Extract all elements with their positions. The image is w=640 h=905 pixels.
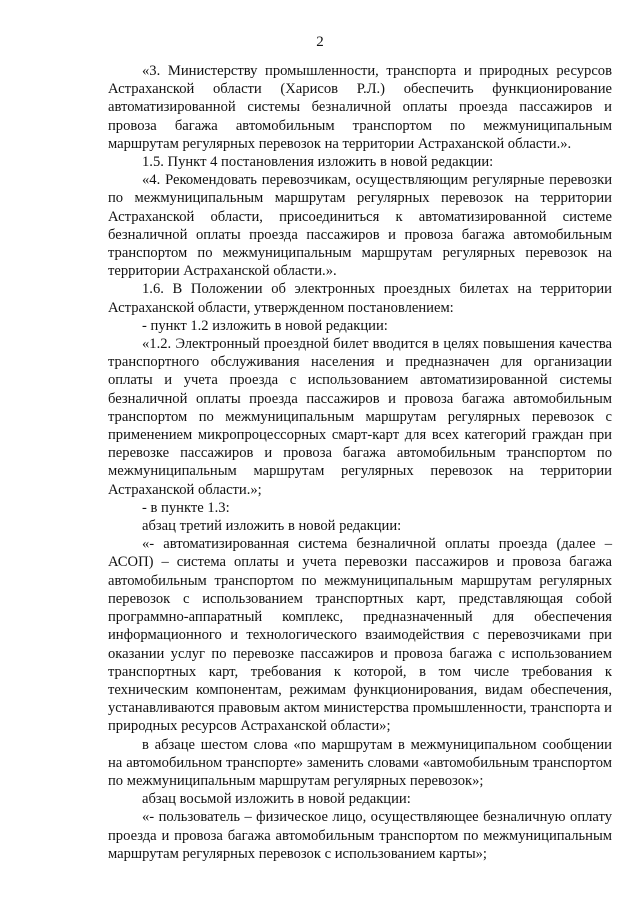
paragraph-eighth-subparagraph: абзац восьмой изложить в новой редакции: [142, 791, 411, 808]
paragraph-third-subparagraph: абзац третий изложить в новой редакции: [142, 518, 402, 535]
paragraph-item-3-amendment: «3. Министерству промышленности, транспорта и природных ресурсов Астраханской области (Харисов Р.Л.) обеспечить функционирование автоматизированной системы безналичной оплаты проезда пассажиров и провоза багажа автомобильным транспортом по межмуниципальным маршрутам регулярных перевозок на территории Астраханской области.». [108, 63, 612, 152]
paragraph-sixth-subparagraph: в абзаце шестом слова «по маршрутам в межмуниципальном сообщении на автомобильном транспорте» заменить словами «автомобильным транспортом по межмуниципальным маршрутам регулярных перевозок»; [108, 736, 612, 789]
paragraph-item-4-amendment: «4. Рекомендовать перевозчикам, осуществляющим регулярные перевозки по межмуниципальным маршрутам регулярных перевозок на территории Астраханской области, присоединиться к автоматизированной системе безналичной оплаты проезда пассажиров и провоза багажа автомобильным транспортом по межмуниципальным маршрутам регулярных перевозок на территории Астраханской области.». [108, 172, 612, 280]
paragraph-item-1-2-amendment: «1.2. Электронный проездной билет вводится в целях повышения качества транспортного обслуживания населения и предназначен для организации оплаты и учета проезда с использованием автоматизированной системы безналичной оплаты проезда пассажиров и провоза багажа автомобильным транспортом по межмуниципальным маршрутам регулярных перевозок с применением микропроцессорных смарт-карт для всех категорий граждан при перевозке пассажиров и провоза багажа автомобильным транспортом по межмуниципальным маршрутам регулярных перевозок на территории Астраханской области.»; [108, 336, 612, 498]
page-number: 2 [316, 34, 324, 50]
paragraph-asop-definition: «- автоматизированная система безналичной оплаты проезда (далее – АСОП) – система оплаты и учета перевозки пассажиров и провоза багажа автомобильным транспортом по межмуниципальным маршрутам регулярных перевозок с использованием транспортных карт, представляющая собой программно-аппаратный комплекс, предназначенный для обеспечения информационного и технологического взаимодействия с перевозчиками при оказании услуг по перевозке пассажиров и провоза багажа с использованием транспортных карт, требования к которой, в том числе требования к техническим компонентам, режимам функционирования, видам обеспечения, устанавливаются правовым актом министерства промышленности, транспорта и природных ресурсов Астраханской области»; [108, 536, 612, 735]
paragraph-point-1-3: - в пункте 1.3: [142, 499, 230, 516]
paragraph-1-5: 1.5. Пункт 4 постановления изложить в новой редакции: [142, 154, 494, 171]
paragraph-1-6: 1.6. В Положении об электронных проездных билетах на территории Астраханской области, утвержденном постановлением: [108, 281, 612, 316]
paragraph-user-definition: «- пользователь – физическое лицо, осуществляющее безналичную оплату проезда и провоза багажа автомобильным транспортом по межмуниципальным маршрутам регулярных перевозок с использованием карты»; [108, 809, 612, 862]
document-body [108, 62, 612, 863]
paragraph-point-1-2: - пункт 1.2 изложить в новой редакции: [142, 317, 388, 334]
